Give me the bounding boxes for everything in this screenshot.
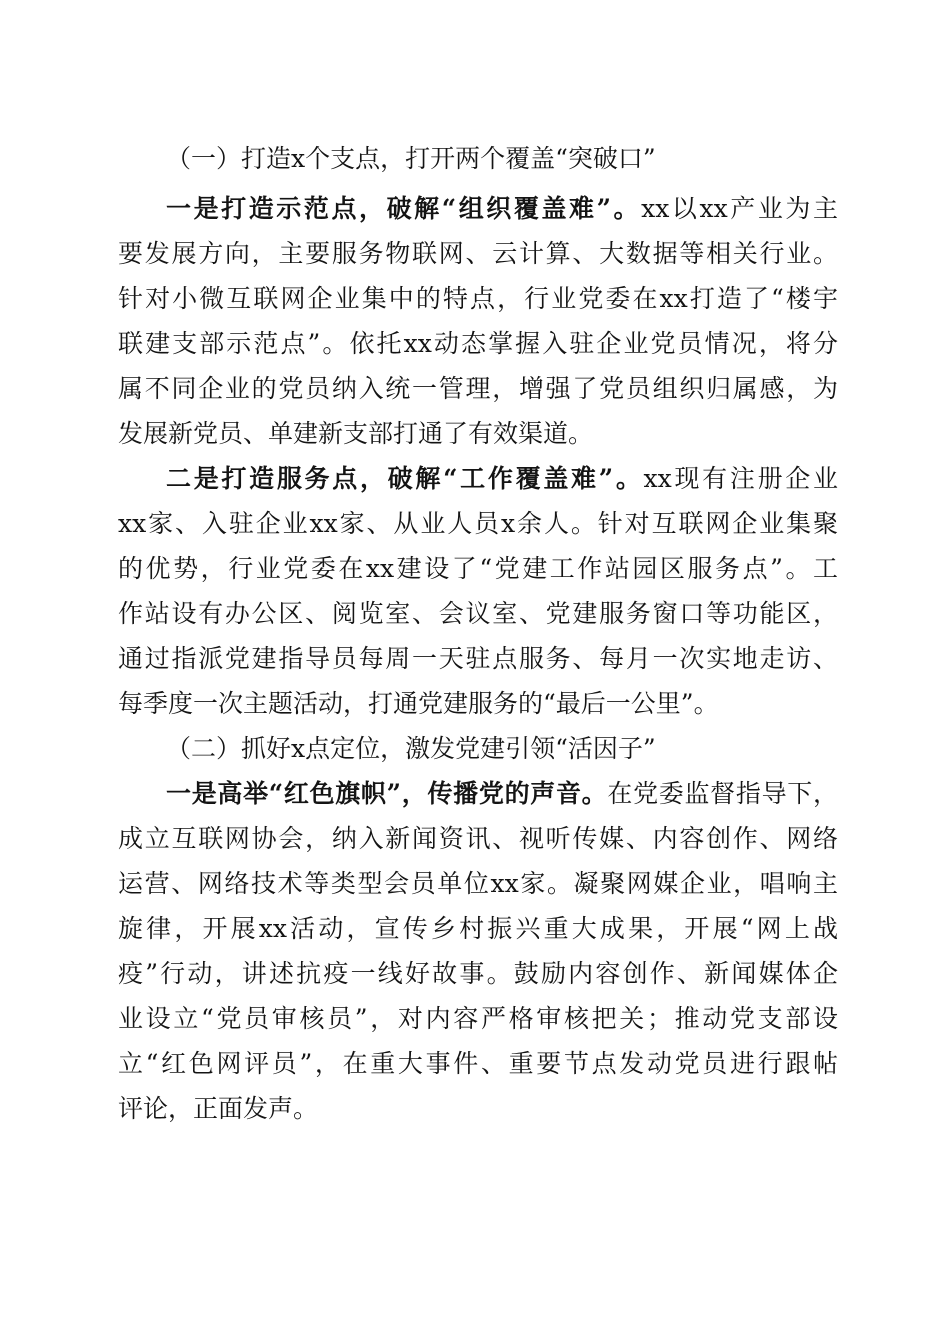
section-2-heading: （二）抓好x点定位，激发党建引领“活因子” bbox=[166, 734, 656, 763]
paragraph-line: 属不同企业的党员纳入统一管理，增强了党员组织归属感，为 bbox=[118, 374, 838, 403]
paragraph-line: 疫”行动，讲述抗疫一线好故事。鼓励内容创作、新闻媒体企 bbox=[118, 959, 838, 988]
paragraph-line bbox=[166, 194, 838, 224]
paragraph-line: 联建支部示范点”。依托xx动态掌握入驻企业党员情况，将分 bbox=[118, 329, 838, 358]
paragraph-line bbox=[166, 464, 838, 494]
paragraph-line: 要发展方向，主要服务物联网、云计算、大数据等相关行业。 bbox=[118, 239, 838, 268]
paragraph-line: 立“红色网评员”，在重大事件、重要节点发动党员进行跟帖 bbox=[118, 1049, 838, 1078]
paragraph-line bbox=[166, 779, 838, 809]
paragraph-line: 运营、网络技术等类型会员单位xx家。凝聚网媒企业，唱响主 bbox=[118, 869, 838, 898]
paragraph-text: xx以xx产业为主 bbox=[641, 194, 838, 223]
paragraph-lead: 二是打造服务点，破解“工作覆盖难”。 bbox=[166, 464, 644, 493]
paragraph-line: 评论，正面发声。 bbox=[118, 1094, 319, 1123]
paragraph-line: 旋律，开展xx活动，宣传乡村振兴重大成果，开展“网上战 bbox=[118, 914, 838, 943]
paragraph-line: 成立互联网协会，纳入新闻资讯、视听传媒、内容创作、网络 bbox=[118, 824, 838, 853]
paragraph-line: 通过指派党建指导员每周一天驻点服务、每月一次实地走访、 bbox=[118, 644, 838, 673]
paragraph-line: 每季度一次主题活动，打通党建服务的“最后一公里”。 bbox=[118, 689, 719, 718]
paragraph-text: xx现有注册企业 bbox=[643, 464, 839, 493]
paragraph-line: 作站设有办公区、阅览室、会议室、党建服务窗口等功能区， bbox=[118, 599, 838, 628]
paragraph-line: 业设立“党员审核员”，对内容严格审核把关；推动党支部设 bbox=[118, 1004, 838, 1033]
paragraph-text: 在党委监督指导下， bbox=[607, 779, 838, 808]
paragraph-lead: 一是高举“红色旗帜”，传播党的声音。 bbox=[166, 779, 608, 808]
section-1-heading: （一）打造x个支点，打开两个覆盖“突破口” bbox=[166, 144, 656, 173]
paragraph-line: 发展新党员、单建新支部打通了有效渠道。 bbox=[118, 419, 594, 448]
paragraph-line: 的优势，行业党委在xx建设了“党建工作站园区服务点”。工 bbox=[118, 554, 838, 583]
paragraph-lead: 一是打造示范点，破解“组织覆盖难”。 bbox=[166, 194, 642, 223]
paragraph-line: 针对小微互联网企业集中的特点，行业党委在xx打造了“楼宇 bbox=[118, 284, 838, 313]
paragraph-line: xx家、入驻企业xx家、从业人员x余人。针对互联网企业集聚 bbox=[118, 509, 838, 538]
